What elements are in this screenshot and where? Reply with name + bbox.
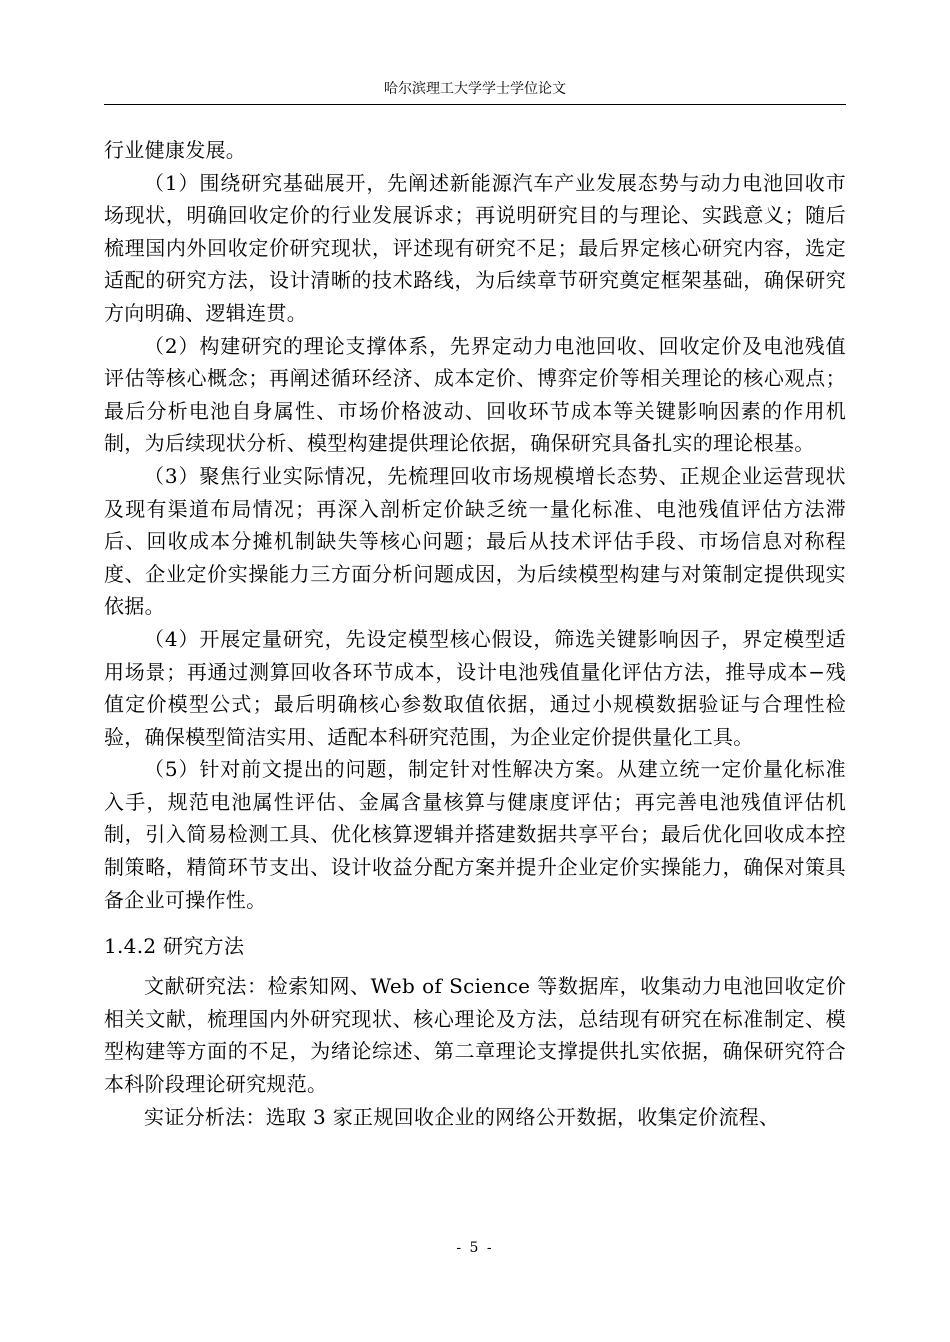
- paragraph-item-3: （3）聚焦行业实际情况，先梳理回收市场规模增长态势、正规企业运营现状及现有渠道布局情况；再深入剖析定价缺乏统一量化标准、电池残值评估方法滞后、回收成本分摊机制缺失等核心问题；最后从技术评估手段、市场信息对称程度、企业定价实操能力三方面分析问题成因，为后续模型构建与对策制定提供现实依据。: [104, 463, 846, 619]
- header-title: 哈尔滨理工大学学士学位论文: [384, 81, 566, 97]
- paragraph-continuation: 行业健康发展。: [104, 138, 247, 162]
- paragraph-item-5: （5）针对前文提出的问题，制定针对性解决方案。从建立统一定价量化标准入手，规范电池属性评估、金属含量核算与健康度评估；再完善电池残值评估机制，引入简易检测工具、优化核算逻辑并搭建数据共享平台；最后优化回收成本控制策略，精简环节支出、设计收益分配方案并提升企业定价实操能力，确保对策具备企业可操作性。: [104, 757, 846, 912]
- paragraph-item-1: （1）围绕研究基础展开，先阐述新能源汽车产业发展态势与动力电池回收市场现状，明确回收定价的行业发展诉求；再说明研究目的与理论、实践意义；随后梳理国内外回收定价研究现状，评述现有研究不足；最后界定核心研究内容，选定适配的研究方法，设计清晰的技术路线，为后续章节研究奠定框架基础，确保研究方向明确、逻辑连贯。: [104, 170, 846, 325]
- paragraph-item-4: （4）开展定量研究，先设定模型核心假设，筛选关键影响因子，界定模型适用场景；再通过测算回收各环节成本，设计电池残值量化评估方法，推导成本−残值定价模型公式；最后明确核心参数取值依据，通过小规模数据验证与合理性检验，确保模型简洁实用、适配本科研究范围，为企业定价提供量化工具。: [104, 626, 846, 749]
- paragraph-literature-method: 文献研究法：检索知网、Web of Science 等数据库，收集动力电池回收定价相关文献，梳理国内外研究现状、核心理论及方法，总结现有研究在标准制定、模型构建等方面的不足，为绪论综述、第二章理论支撑提供扎实依据，确保研究符合本科阶段理论研究规范。: [104, 974, 846, 1097]
- section-heading: 1.4.2 研究方法: [104, 934, 245, 959]
- paragraph-item-2: （2）构建研究的理论支撑体系，先界定动力电池回收、回收定价及电池残值评估等核心概念；再阐述循环经济、成本定价、博弈定价等相关理论的核心观点；最后分析电池自身属性、市场价格波动、回收环节成本等关键影响因素的作用机制，为后续现状分析、模型构建提供理论依据，确保研究具备扎实的理论根基。: [104, 333, 846, 456]
- running-header: [104, 80, 846, 105]
- page-number: - 5 -: [456, 1240, 494, 1256]
- paragraph-empirical-method: 实证分析法：选取 3 家正规回收企业的网络公开数据，收集定价流程、: [144, 1104, 780, 1129]
- document-body: [104, 134, 846, 1133]
